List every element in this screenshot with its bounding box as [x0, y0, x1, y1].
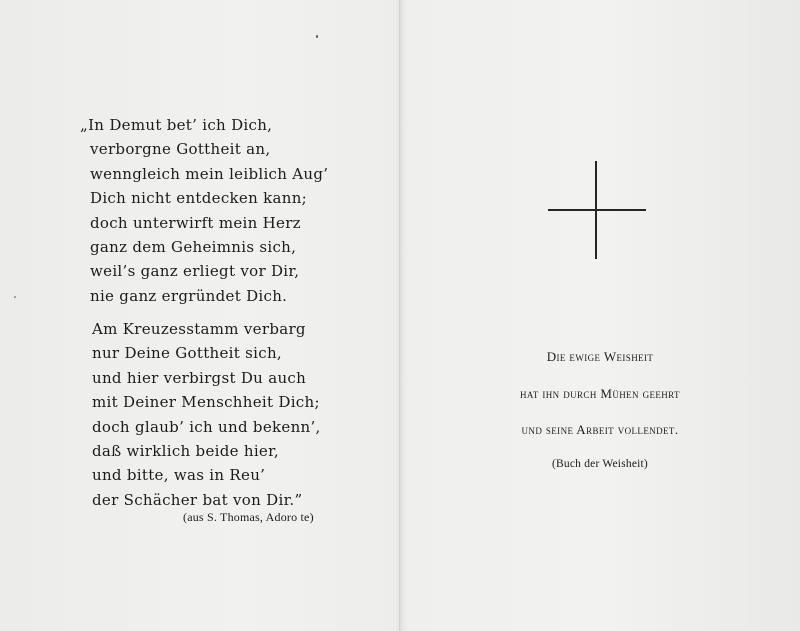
poem-stanza-2 — [92, 317, 321, 512]
paper-speck — [316, 35, 318, 38]
poem-stanza-1 — [80, 113, 328, 308]
poem-line: und bitte, was in Reu’ — [92, 466, 266, 485]
paper-speck — [14, 296, 16, 298]
wisdom-verse-line: hat ihn durch Mühen geehrt — [520, 386, 680, 401]
poem-line: doch glaub’ ich und bekenn’, — [92, 417, 321, 436]
verse-source: (Buch der Weisheit) — [552, 458, 648, 470]
cross-horizontal-bar — [548, 209, 646, 211]
poem-line: verborgne Gottheit an, — [90, 140, 271, 159]
left-page — [0, 0, 399, 631]
poem-attribution: (aus S. Thomas, Adoro te) — [183, 510, 314, 524]
poem-line: Dich nicht entdecken kann; — [90, 189, 308, 208]
poem-line: „In Demut bet’ ich Dich, — [80, 116, 273, 134]
wisdom-verse-line: Die ewige Weisheit — [546, 349, 654, 364]
poem-line: Am Kreuzesstamm verbarg — [92, 320, 306, 338]
poem-line: ganz dem Geheimnis sich, — [90, 238, 297, 257]
poem-line: mit Deiner Menschheit Dich; — [92, 393, 320, 412]
poem-line: weil’s ganz erliegt vor Dir, — [90, 262, 300, 281]
poem-line: wenngleich mein leiblich Aug’ — [90, 164, 329, 183]
poem-line: nie ganz ergründet Dich. — [90, 286, 288, 305]
poem-line: der Schächer bat von Dir.” — [92, 490, 303, 509]
poem-line: und hier verbirgst Du auch — [92, 368, 307, 387]
wisdom-verse-line: und seine Arbeit vollendet. — [521, 422, 679, 437]
cross-icon — [548, 161, 646, 259]
poem-line: nur Deine Gottheit sich, — [92, 344, 282, 363]
card-fold — [399, 0, 401, 631]
poem-line: doch unterwirft mein Herz — [90, 213, 301, 232]
poem-line: daß wirklich beide hier, — [92, 442, 280, 461]
